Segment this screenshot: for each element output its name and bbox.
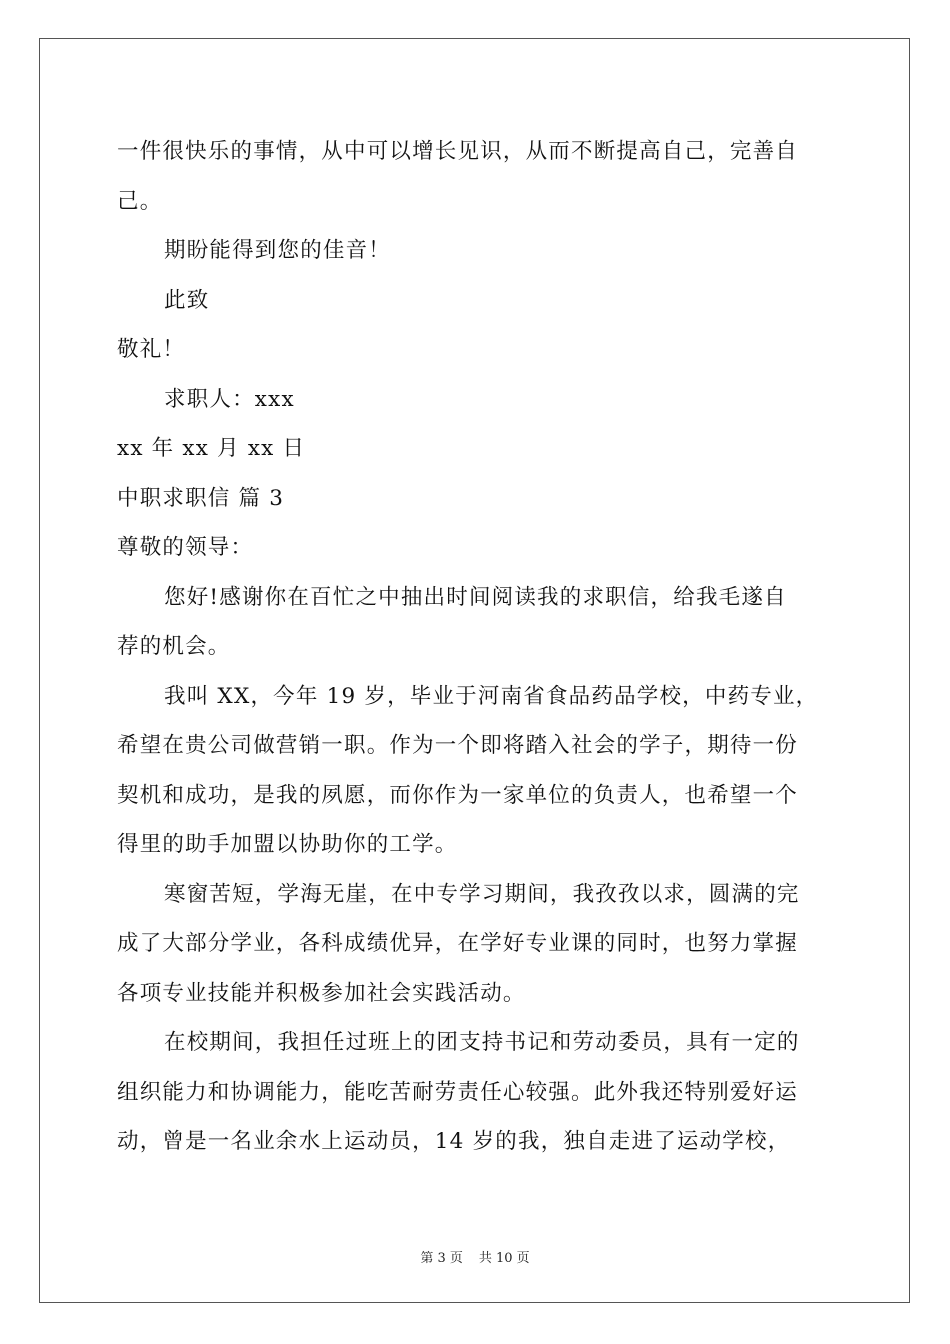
text-line: 期盼能得到您的佳音！ xyxy=(164,238,392,263)
text-line: 您好!感谢你在百忙之中抽出时间阅读我的求职信，给我毛遂自 xyxy=(164,584,787,610)
text-line: 希望在贵公司做营销一职。作为一个即将踏入社会的学子，期待一份 xyxy=(117,733,799,758)
section-heading: 中职求职信 篇 3 xyxy=(117,485,285,511)
salutation: 尊敬的领导： xyxy=(117,535,254,560)
text-line: 各项专业技能并积极参加社会实践活动。 xyxy=(117,980,526,1006)
text-line: 一件很快乐的事情，从中可以增长见识，从而不断提高自己，完善自 xyxy=(117,139,799,164)
text-line: 寒窗苦短，学海无崖，在中专学习期间，我孜孜以求，圆满的完 xyxy=(164,881,800,907)
document-body xyxy=(117,127,837,1167)
page-footer xyxy=(0,1247,950,1266)
text-line: 我叫 XX，今年 19 岁，毕业于河南省食品药品学校，中药专业， xyxy=(164,683,819,709)
text-line: 求职人：xxx xyxy=(164,386,295,412)
text-line: 得里的助手加盟以协助你的工学。 xyxy=(117,832,458,857)
text-line: 荐的机会。 xyxy=(117,634,231,659)
text-line: xx 年 xx 月 xx 日 xyxy=(117,436,306,461)
text-line: 此致 xyxy=(164,287,210,313)
text-line: 敬礼！ xyxy=(117,337,186,362)
page-total: 共 10 页 xyxy=(478,1251,530,1266)
text-line: 动，曾是一名业余水上运动员，14 岁的我，独自走进了运动学校， xyxy=(117,1129,791,1154)
text-line: 在校期间，我担任过班上的团支持书记和劳动委员，具有一定的 xyxy=(164,1030,800,1055)
page-number: 第 3 页 xyxy=(420,1251,463,1266)
text-line: 契机和成功，是我的夙愿，而你作为一家单位的负责人，也希望一个 xyxy=(117,782,799,808)
text-line: 组织能力和协调能力，能吃苦耐劳责任心较强。此外我还特别爱好运 xyxy=(117,1079,799,1105)
text-line: 己。 xyxy=(117,188,163,214)
text-line: 成了大部分学业，各科成绩优异，在学好专业课的同时，也努力掌握 xyxy=(117,931,799,956)
